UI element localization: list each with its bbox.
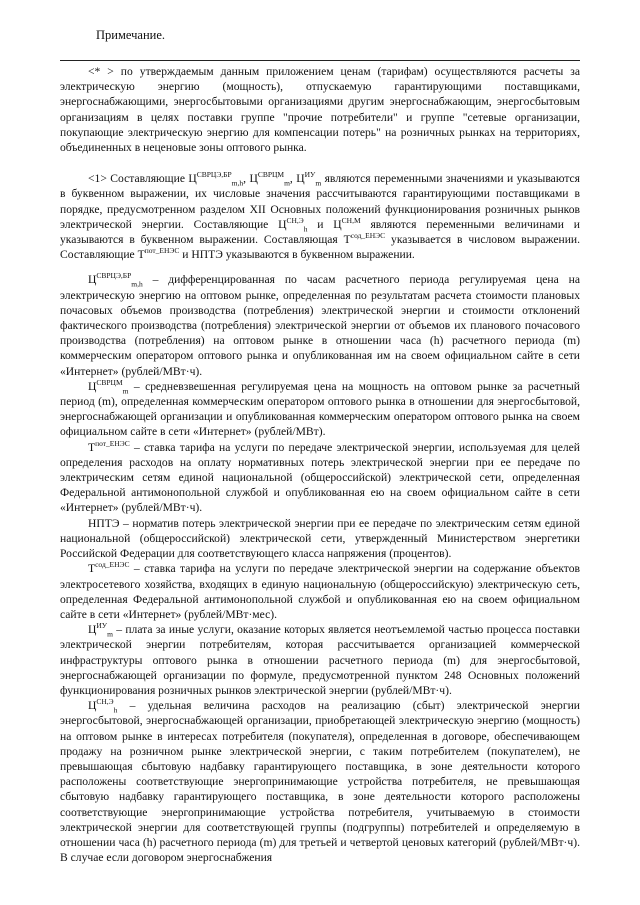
symbol-sales-energy: $Ц^{СН,Э}_h$	[88, 697, 118, 715]
symbol-other-services: $Ц^{ИУ}_m$	[296, 170, 322, 188]
definition-price-capacity: $Ц^{СВРЦМ}_m$ – средневзвешенная регулируемая цена на мощность на оптовом рынке за расчетный период (m), определенная коммерческим оператором оптового рынка в отношении для энергосбытовой, энергоснабжающей организации и опубликованная коммерческим оператором оптового рынка на своем официальном сайте в сети «Интернет» (рублей/МВт).	[60, 378, 580, 439]
symbol-other-services: $Ц^{ИУ}_m$	[88, 621, 113, 639]
symbol-tariff-losses: $Т^{пот\_ЕНЭС}$	[88, 438, 130, 454]
footnote-star: <* > по утверждаемым данным приложением ценам (тарифам) осуществляются расчеты за электрическую энергию (мощность), отпускаемую гарантирующими поставщиками, энергоснабжающими, энергосбытовыми организациями другим энергоснабжающим, энергосбытовым организациям в целях поставки группе "прочие потребители" и группе "сетевые организации, покупающие электрическую энергию для компенсации потерь" на розничных рынках на территориях, объединенных в неценовые зоны оптового рынка.	[60, 65, 580, 155]
definition-price-energy: $Ц^{СВРЦЭ,БР}_{m,h}$ – дифференцированная по часам расчетного периода регулируемая цена на электрическую энергию на оптовом рынке, определенная по результатам расчета стоимости плановых почасовых объемов производства (потребления) электрической энергии и стоимости отклонений фактического производства (потребления) электрической энергии от объемов их планового почасового производства (потребления) на оптовом рынке в отношении часа (h) расчетного периода (m) коммерческим оператором оптового рынка и опубликованная им на своем официальном сайте в сети «Интернет» (рублей/МВт·ч).	[60, 271, 580, 378]
footnote-1-text-1: являются переменными значениями и указываются в буквенном выражении, их числовые значения рассчитываются гарантирующими поставщиками в порядке, предусмотренном разделом XII Основных положений функционирования розничных рынков электрической энергии. Составляющие	[60, 172, 581, 231]
definition-tariff-losses: $Т^{пот\_ЕНЭС}$ – ставка тарифа на услуги по передаче электрической энергии, используемая для целей определения расходов на оплату нормативных потерь электрической энергии при ее передаче по электрическим сетям единой национальной (общероссийской) электрической сети, определенная Федеральной антимонопольной службой и опубликованная ею на своем официальном сайте в сети «Интернет» (рублей/МВт·ч).	[60, 438, 580, 515]
document-body	[60, 64, 580, 865]
symbol-sales-capacity: $Ц^{СН,М}$	[333, 215, 361, 231]
footnote-1: <1> Составляющие $Ц^{СВРЦЭ,БР}_{m,h}$, $Ц^{СВРЦМ}_m$, $Ц^{ИУ}_m$ являются переменными значениями и указываются в буквенном выражении, их числовые значения рассчитываются гарантирующими поставщиками в порядке, предусмотренном разделом XII Основных положений функционирования розничных рынков электрической энергии. Составляющие $Ц^{СН,Э}_h$ и $Ц^{СН,М}$ являются переменными величинами и указываются в буквенном выражении. Составляющая $Т^{сод\_ЕНЭС}$ указывается в числовом выражении. Составляющие $Т^{пот\_ЕНЭС}$ и НПТЭ указываются в буквенном выражении.	[60, 170, 581, 262]
note-title: Примечание.	[96, 28, 166, 42]
symbol-price-capacity: $Ц^{СВРЦМ}_m$	[88, 378, 129, 396]
symbol-price-capacity: $Ц^{СВРЦМ}_m$	[249, 170, 290, 188]
symbol-tariff-maintenance: $Т^{сод\_ЕНЭС}$	[343, 231, 386, 247]
definition-other-services: $Ц^{ИУ}_m$ – плата за иные услуги, оказание которых является неотъемлемой частью процесса поставки электрической энергии потребителям, которая рассчитывается организацией коммерческой инфраструктуры оптового рынка в отношении расчетного периода (m) для энергосбытовой, энергоснабжающей организации по формуле, предусмотренной пунктом 248 Основных положений функционирования розничных рынков электрической энергии (рублей/МВт·ч).	[60, 621, 580, 697]
footnote-1-lead: <1> Составляющие	[88, 172, 185, 186]
footnote-1-text-3: указывается в числовом выражении. Составляющие	[60, 233, 580, 262]
symbol-loss-norm: НПТЭ	[88, 516, 120, 530]
footnote-1-text-4: и НПТЭ указываются в буквенном выражении.	[182, 248, 415, 262]
symbol-tariff-maintenance: $Т^{сод\_ЕНЭС}$	[88, 560, 130, 576]
definition-tariff-maintenance: $Т^{сод\_ЕНЭС}$ – ставка тарифа на услуги по передаче электрической энергии на содержание объектов электросетевого хозяйства, входящих в единую национальную (общероссийскую) электрическую сеть, определенная Федеральной антимонопольной службой и опубликованная ею на своем официальном сайте в сети «Интернет» (рублей/МВт·мес).	[60, 560, 580, 621]
definition-sales-energy: $Ц^{СН,Э}_h$ – удельная величина расходов на реализацию (сбыт) электрической энергии энергосбытовой, энергоснабжающей организации, приобретающей электрическую энергию (мощность) на оптовом рынке в интересах потребителя (покупателя), определенная в договоре, обеспечивающем продажу на розничном рынке электрической энергии, с таким потребителем (покупателем), не превышающая сбытовую надбавку гарантирующего поставщика, в зоне деятельности которого расположены соответствующие энергопринимающие устройства потребителя, не превышающая сбытовую надбавку гарантирующего поставщика, в зоне деятельности которого расположены соответствующие энергопринимающие устройства потребителя, учитываемую в стоимости электрической энергии для соответствующей группы (подгруппы) потребителей и определяемую в отношении часа (h) расчетного периода (m) для третьей и четвертой ценовых категорий (рублей/МВт·ч). В случае если договором энергоснабжения	[60, 697, 580, 865]
symbol-tariff-losses: $Т^{пот\_ЕНЭС}$	[137, 246, 180, 262]
symbol-price-energy: $Ц^{СВРЦЭ,БР}_{m,h}$	[188, 170, 244, 188]
definition-loss-norm: НПТЭ – норматив потерь электрической энергии при ее передаче по электрическим сетям единой национальной (общероссийской) электрической сети, утвержденный Министерством энергетики Российской Федерации для соответствующего класса напряжения (процентов).	[60, 516, 580, 561]
footnote-1-text-2: являются переменными величинами и указываются в буквенном выражении. Составляющая	[60, 217, 580, 247]
symbol-price-energy: $Ц^{СВРЦЭ,БР}_{m,h}$	[88, 271, 143, 289]
symbol-sales-energy: $Ц^{СН,Э}_h$	[278, 215, 308, 234]
separator-line	[60, 60, 580, 61]
